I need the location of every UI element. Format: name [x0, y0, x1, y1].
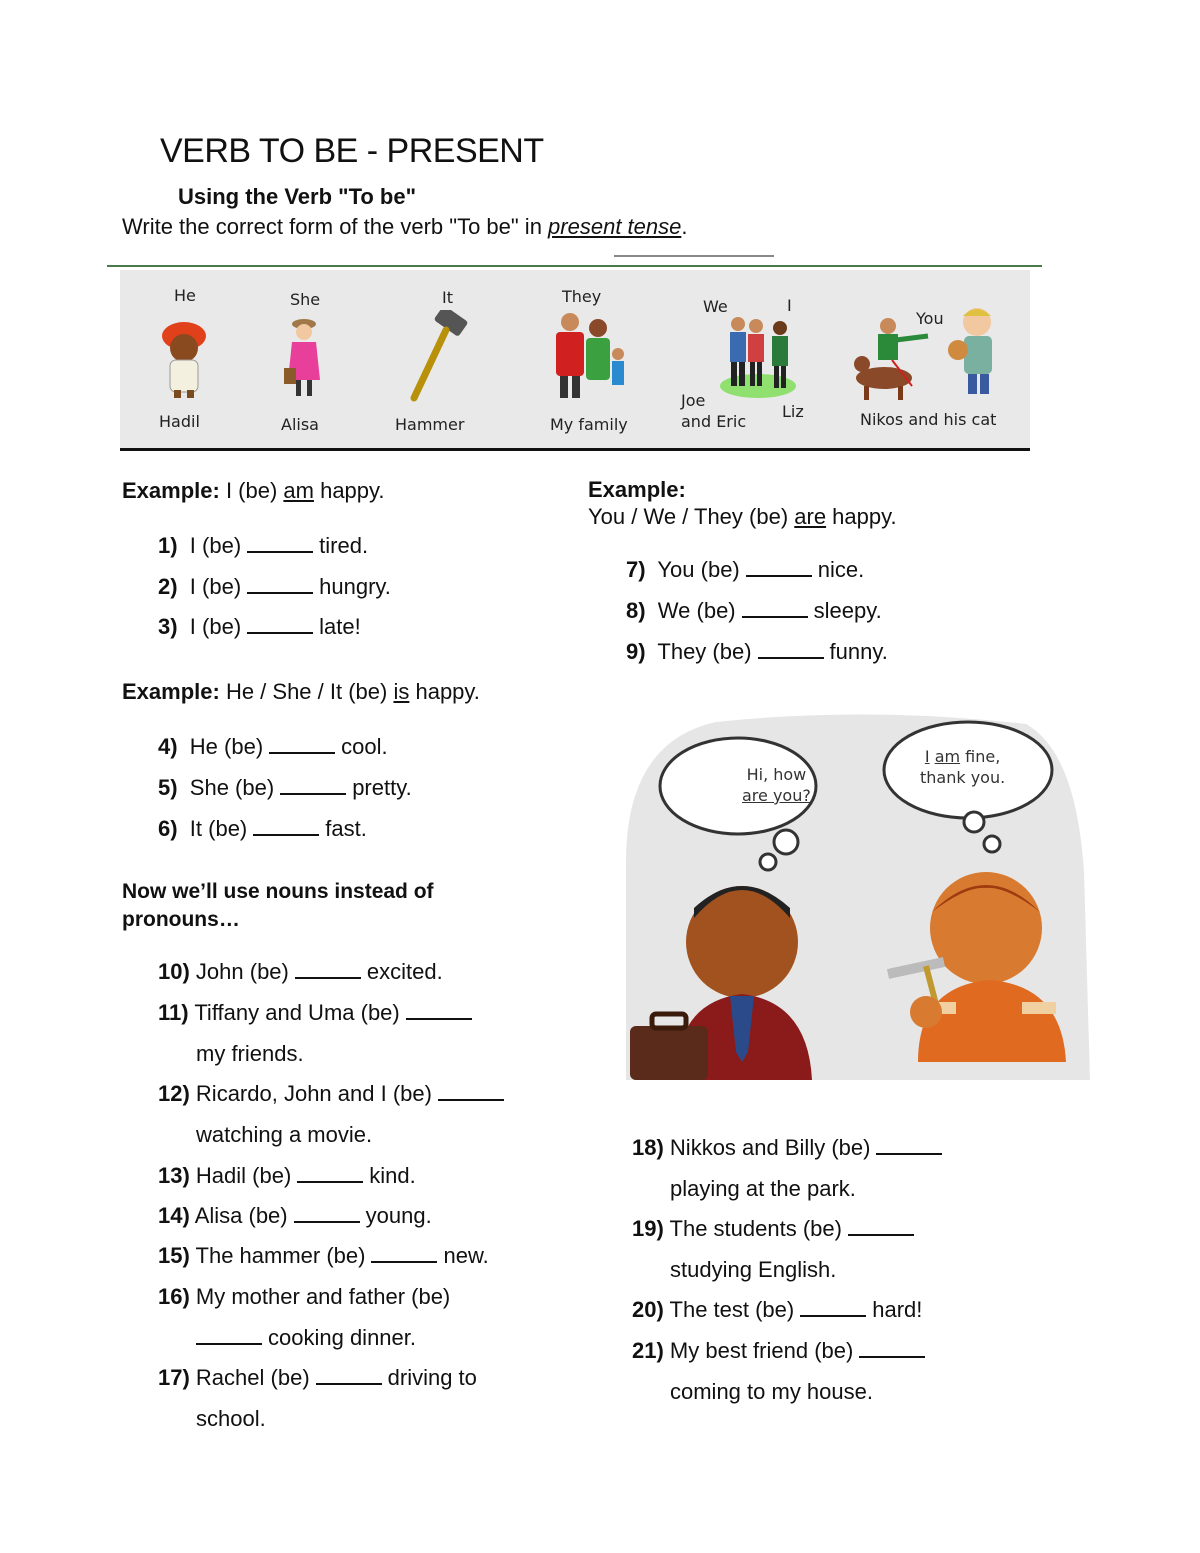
- question-9: [626, 631, 888, 672]
- question-text: Rachel (be): [195, 1365, 310, 1390]
- answer-blank[interactable]: [316, 1365, 382, 1385]
- question-16: [158, 1276, 450, 1317]
- speech-bubble-right: [920, 746, 1005, 788]
- question-number: 21): [632, 1338, 664, 1363]
- question-21: [632, 1330, 931, 1371]
- question-text: John (be): [195, 959, 289, 984]
- answer-blank[interactable]: [280, 775, 346, 795]
- question-text: The test (be): [669, 1297, 795, 1322]
- question-text-end: kind.: [369, 1163, 416, 1188]
- question-number: 6): [158, 816, 178, 841]
- bubble-line: thank you.: [920, 768, 1006, 787]
- question-17-cont: school.: [196, 1406, 266, 1431]
- question-text: You (be): [657, 557, 740, 582]
- instruction-text: Write the correct form of the verb "To be" in: [122, 214, 549, 239]
- question-number: 8): [626, 598, 646, 623]
- question-17: [158, 1357, 477, 1398]
- pronoun-it: It: [442, 288, 453, 307]
- question-4: [158, 726, 388, 767]
- answer-blank[interactable]: [294, 1203, 360, 1223]
- question-20: [632, 1289, 922, 1330]
- family-picture: [550, 310, 636, 402]
- pronoun-picture-box: [120, 270, 1030, 451]
- instruction-end: .: [681, 214, 688, 239]
- question-text-end: pretty.: [352, 775, 412, 800]
- bubble-line: Hi, how: [746, 765, 807, 784]
- hammer-picture: [406, 310, 476, 402]
- boy-turban-picture: [154, 314, 214, 400]
- question-text-end: tired.: [319, 533, 369, 558]
- question-text: Ricardo, John and I (be): [195, 1081, 432, 1106]
- question-number: 10): [158, 959, 190, 984]
- example-answer: are: [794, 504, 827, 529]
- underline-decoration: [614, 255, 774, 257]
- friends-picture: [714, 314, 800, 400]
- question-text-end: late!: [319, 614, 361, 639]
- question-text: Alisa (be): [194, 1203, 288, 1228]
- question-text-end: nice.: [817, 557, 865, 582]
- question-number: 17): [158, 1365, 190, 1390]
- pronoun-you: You: [916, 309, 944, 328]
- question-11-cont: my friends.: [196, 1041, 304, 1066]
- question-number: 5): [158, 775, 178, 800]
- name-hadil: Hadil: [159, 412, 200, 431]
- question-text-end: hungry.: [319, 574, 391, 599]
- question-number: 1): [158, 533, 178, 558]
- example-am: [122, 478, 385, 504]
- question-text: They (be): [657, 639, 752, 664]
- subtitle: Using the Verb "To be": [178, 184, 417, 209]
- answer-blank[interactable]: [247, 574, 313, 594]
- question-text: My mother and father (be): [195, 1284, 451, 1309]
- question-number: 18): [632, 1135, 664, 1160]
- question-number: 15): [158, 1243, 190, 1268]
- question-number: 4): [158, 734, 178, 759]
- example-label: Example:: [588, 477, 686, 502]
- question-number: 13): [158, 1163, 190, 1188]
- question-number: 11): [158, 1000, 189, 1025]
- question-text-end: fast.: [325, 816, 367, 841]
- question-3: [158, 606, 361, 647]
- name-joe: Joe: [681, 391, 706, 410]
- page-title: VERB TO BE - PRESENT: [160, 132, 544, 170]
- answer-blank[interactable]: [247, 533, 313, 553]
- question-text-end: funny.: [829, 639, 888, 664]
- question-text-end: cooking dinner.: [268, 1325, 416, 1350]
- name-hammer: Hammer: [395, 415, 465, 434]
- question-text: It (be): [189, 816, 248, 841]
- example-text-end: happy.: [313, 478, 385, 503]
- divider-rule: [107, 265, 1042, 267]
- name-nikos-and-cat: Nikos and his cat: [860, 410, 997, 429]
- bubble-word: am: [934, 747, 961, 766]
- question-21-cont: coming to my house.: [670, 1379, 873, 1404]
- speech-bubble-left: [742, 764, 811, 806]
- answer-blank[interactable]: [406, 1000, 472, 1020]
- answer-blank[interactable]: [800, 1297, 866, 1317]
- example-are-label: [588, 477, 686, 503]
- example-text: You / We / They (be): [588, 504, 795, 529]
- name-alisa: Alisa: [281, 415, 319, 434]
- question-18-cont: playing at the park.: [670, 1176, 856, 1201]
- example-answer: is: [393, 679, 410, 704]
- answer-blank[interactable]: [297, 1163, 363, 1183]
- question-text: Tiffany and Uma (be): [194, 1000, 400, 1025]
- answer-blank[interactable]: [253, 816, 319, 836]
- example-label: Example:: [122, 679, 220, 704]
- answer-blank[interactable]: [876, 1135, 942, 1155]
- question-2: [158, 566, 391, 607]
- question-text-end: young.: [365, 1203, 432, 1228]
- question-14: [158, 1195, 432, 1236]
- question-text-end: sleepy.: [813, 598, 882, 623]
- answer-blank[interactable]: [742, 598, 808, 618]
- question-6: [158, 808, 367, 849]
- name-my-family: My family: [550, 415, 628, 434]
- name-and-eric: and Eric: [681, 412, 747, 431]
- question-1: [158, 525, 368, 566]
- question-text-end: excited.: [366, 959, 443, 984]
- example-text: He / She / It (be): [219, 679, 394, 704]
- answer-blank[interactable]: [758, 639, 824, 659]
- question-text: I (be): [189, 533, 242, 558]
- question-text: I (be): [189, 574, 242, 599]
- example-is: [122, 679, 480, 705]
- question-16-cont: [190, 1317, 416, 1358]
- answer-blank[interactable]: [371, 1243, 437, 1263]
- bubble-word: I: [924, 747, 930, 766]
- pronoun-he: He: [174, 286, 196, 305]
- instruction: [122, 214, 687, 240]
- pronoun-she: She: [290, 290, 321, 309]
- answer-blank[interactable]: [269, 734, 335, 754]
- question-text: He (be): [189, 734, 264, 759]
- question-number: 3): [158, 614, 178, 639]
- question-7: [626, 549, 864, 590]
- question-number: 20): [632, 1297, 664, 1322]
- question-text: The hammer (be): [195, 1243, 366, 1268]
- example-text-end: happy.: [826, 504, 897, 529]
- nouns-note: Now we’ll use nouns instead of pronouns…: [122, 880, 434, 931]
- question-text: Hadil (be): [195, 1163, 292, 1188]
- question-text-end: hard!: [872, 1297, 923, 1322]
- example-text-end: happy.: [409, 679, 480, 704]
- question-number: 7): [626, 557, 646, 582]
- question-text: My best friend (be): [669, 1338, 854, 1363]
- answer-blank[interactable]: [746, 557, 812, 577]
- question-text: Nikkos and Billy (be): [669, 1135, 871, 1160]
- question-number: 19): [632, 1216, 664, 1241]
- question-number: 2): [158, 574, 178, 599]
- question-15: [158, 1235, 489, 1276]
- question-12: [158, 1073, 510, 1114]
- question-text-end: driving to: [387, 1365, 477, 1390]
- question-10: [158, 951, 443, 992]
- question-number: 14): [158, 1203, 190, 1228]
- question-12-cont: watching a movie.: [196, 1122, 373, 1147]
- question-text-end: new.: [443, 1243, 489, 1268]
- bubble-line: [920, 746, 1005, 767]
- bubble-word: fine,: [960, 747, 1001, 766]
- dialogue-illustration: [626, 712, 1090, 1082]
- question-11: [158, 992, 478, 1033]
- question-text: She (be): [189, 775, 275, 800]
- question-text: I (be): [189, 614, 242, 639]
- question-number: 12): [158, 1081, 190, 1106]
- dialogue-picture: [626, 712, 1090, 1082]
- answer-blank[interactable]: [848, 1216, 914, 1236]
- question-19: [632, 1208, 920, 1249]
- question-text-end: cool.: [341, 734, 388, 759]
- answer-blank[interactable]: [295, 959, 361, 979]
- question-text: The students (be): [669, 1216, 842, 1241]
- pronoun-we: We: [703, 297, 728, 316]
- instruction-emphasis: present tense: [548, 214, 682, 239]
- pronoun-i: I: [787, 296, 792, 315]
- answer-blank[interactable]: [247, 614, 313, 634]
- question-8: [626, 590, 882, 631]
- question-19-cont: studying English.: [670, 1257, 837, 1282]
- question-13: [158, 1155, 416, 1196]
- example-label: Example:: [122, 478, 220, 503]
- question-number: 9): [626, 639, 646, 664]
- example-answer: am: [283, 478, 314, 503]
- question-18: [632, 1127, 948, 1168]
- answer-blank[interactable]: [438, 1081, 504, 1101]
- example-are: [588, 504, 897, 530]
- boy-dog-cat-picture: [852, 306, 1002, 402]
- question-number: 16): [158, 1284, 190, 1309]
- bubble-line-underlined: are you?: [742, 786, 811, 805]
- pronoun-they: They: [562, 287, 602, 306]
- question-5: [158, 767, 412, 808]
- name-liz: Liz: [782, 402, 804, 421]
- girl-picture: [280, 318, 326, 400]
- example-text: I (be): [219, 478, 284, 503]
- question-text: We (be): [657, 598, 736, 623]
- answer-blank[interactable]: [196, 1325, 262, 1345]
- answer-blank[interactable]: [859, 1338, 925, 1358]
